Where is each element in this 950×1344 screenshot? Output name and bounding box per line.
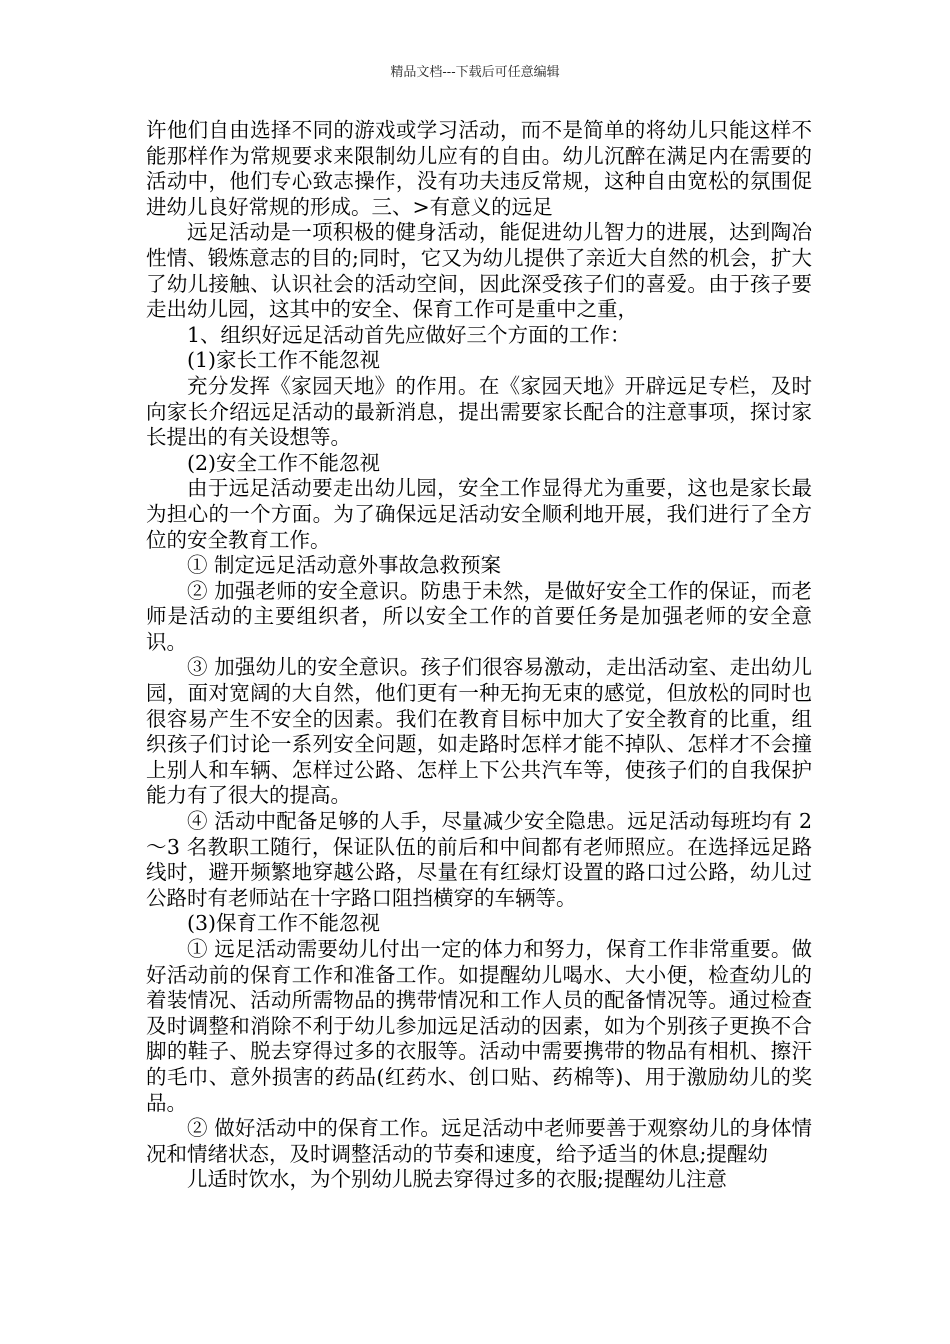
paragraph: ③ 加强幼儿的安全意识。孩子们很容易激动，走出活动室、走出幼儿园，面对宽阔的大自然，他们更有一种无拘无束的感觉，但放松的同时也很容易产生不安全的因素。我们在教育目标中加大了安全教育的比重，组织孩子们讨论一系列安全问题，如走路时怎样才能不掉队、怎样才不会撞上别人和车辆、怎样过公路、怎样上下公共汽车等，使孩子们的自我保护能力有了很大的提高。 [146, 655, 812, 808]
paragraph: (1)家长工作不能忽视 [187, 348, 381, 373]
paragraph: 许他们自由选择不同的游戏或学习活动，而不是简单的将幼儿只能这样不能那样作为常规要求来限制幼儿应有的自由。幼儿沉醉在满足内在需要的活动中，他们专心致志操作，没有功夫违反常规，这种自由宽松的氛围促进幼儿良好常规的形成。三、>有意义的远足 [146, 118, 812, 219]
paragraph: 1、组织好远足活动首先应做好三个方面的工作： [187, 322, 631, 347]
paragraph: ② 做好活动中的保育工作。远足活动中老师要善于观察幼儿的身体情况和情绪状态，及时调整活动的节奏和速度，给予适当的休息;提醒幼 [146, 1116, 812, 1166]
paragraph: ② 加强老师的安全意识。防患于未然，是做好安全工作的保证，而老师是活动的主要组织者，所以安全工作的首要任务是加强老师的安全意识。 [146, 578, 812, 654]
paragraph: (2)安全工作不能忽视 [187, 450, 381, 475]
paragraph: 由于远足活动要走出幼儿园，安全工作显得尤为重要，这也是家长最为担心的一个方面。为了确保远足活动安全顺利地开展，我们进行了全方位的安全教育工作。 [146, 476, 812, 552]
paragraph: 充分发挥《家园天地》的作用。在《家园天地》开辟远足专栏，及时向家长介绍远足活动的最新消息，提出需要家长配合的注意事项，探讨家长提出的有关设想等。 [146, 373, 812, 450]
paragraph: (3)保育工作不能忽视 [187, 911, 381, 936]
paragraph: 儿适时饮水，为个别幼儿脱去穿得过多的衣服;提醒幼儿注意 [187, 1167, 727, 1192]
paragraph: ① 远足活动需要幼儿付出一定的体力和努力，保育工作非常重要。做好活动前的保育工作和准备工作。如提醒幼儿喝水、大小便，检查幼儿的着装情况、活动所需物品的携带情况和工作人员的配备情况等。通过检查及时调整和消除不利于幼儿参加远足活动的因素，如为个别孩子更换不合脚的鞋子、脱去穿得过多的衣服等。活动中需要携带的物品有相机、擦汗的毛巾、意外损害的药品(红药水、创口贴、药棉等)、用于激励幼儿的奖品。 [146, 937, 812, 1115]
paragraph: 远足活动是一项积极的健身活动，能促进幼儿智力的进展，达到陶冶性情、锻炼意志的目的;同时，它又为幼儿提供了亲近大自然的机会，扩大了幼儿接触、认识社会的活动空间，因此深受孩子们的喜爱。由于孩子要走出幼儿园，这其中的安全、保育工作可是重中之重， [146, 220, 812, 322]
document-body [146, 118, 812, 1193]
paragraph: ④ 活动中配备足够的人手，尽量减少安全隐患。远足活动每班均有 2～3 名教职工随行，保证队伍的前后和中间都有老师照应。在选择远足路线时，避开频繁地穿越公路，尽量在有红绿灯设置的路口过公路，幼儿过公路时有老师站在十字路口阻挡横穿的车辆等。 [146, 809, 812, 910]
paragraph: ① 制定远足活动意外事故急救预案 [187, 553, 502, 578]
page-header: 精品文档---下载后可任意编辑 [390, 65, 560, 80]
